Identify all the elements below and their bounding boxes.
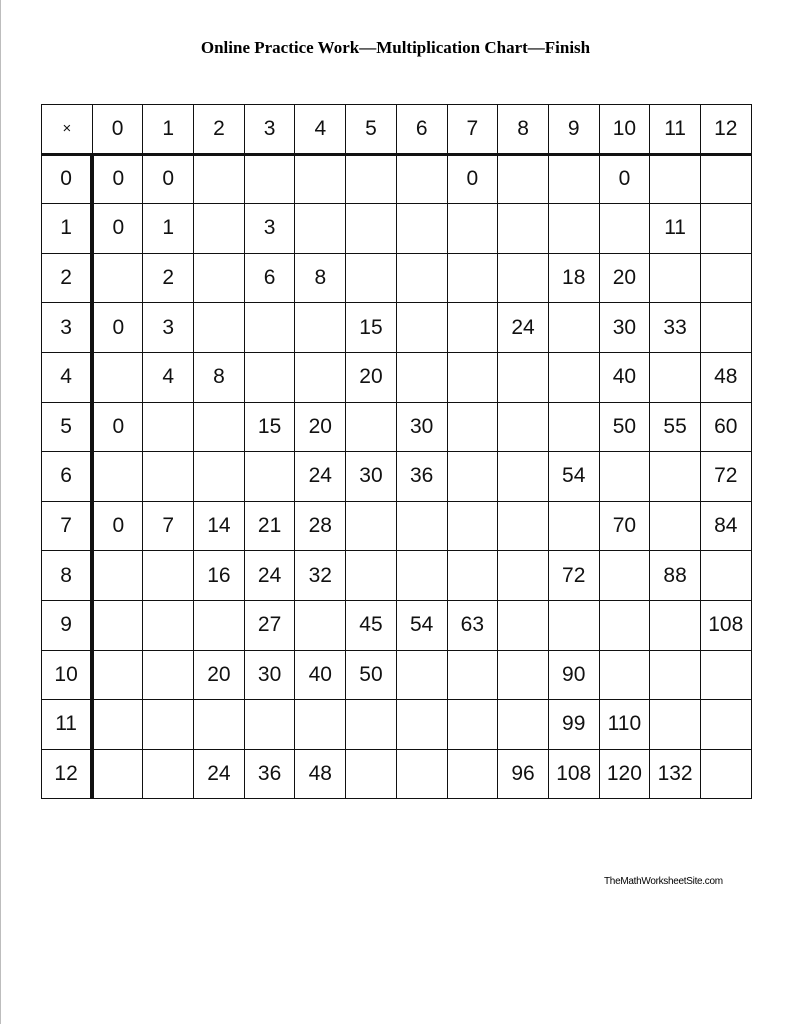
row-header-1: 1 bbox=[42, 204, 93, 254]
product-cell-4x6 bbox=[396, 352, 447, 402]
product-cell-5x8 bbox=[498, 402, 549, 452]
page-title: Online Practice Work—Multiplication Chart—Finish bbox=[200, 38, 591, 57]
product-cell-9x0 bbox=[92, 600, 143, 650]
product-cell-6x8 bbox=[498, 452, 549, 502]
header-row bbox=[42, 105, 752, 155]
product-cell-9x6: 54 bbox=[396, 600, 447, 650]
product-cell-12x12 bbox=[700, 749, 751, 799]
product-cell-11x3 bbox=[244, 700, 295, 750]
product-cell-6x5: 30 bbox=[346, 452, 397, 502]
product-cell-10x8 bbox=[498, 650, 549, 700]
row-header-10: 10 bbox=[42, 650, 93, 700]
site-credit: TheMathWorksheetSite.com bbox=[604, 876, 723, 887]
product-cell-6x11 bbox=[650, 452, 701, 502]
product-cell-1x10 bbox=[599, 204, 650, 254]
product-cell-5x3: 15 bbox=[244, 402, 295, 452]
product-cell-5x5 bbox=[346, 402, 397, 452]
product-cell-1x9 bbox=[548, 204, 599, 254]
column-header-2: 2 bbox=[194, 105, 245, 155]
product-cell-0x2 bbox=[194, 154, 245, 204]
product-cell-4x7 bbox=[447, 352, 498, 402]
product-cell-9x7: 63 bbox=[447, 600, 498, 650]
row-header-4: 4 bbox=[42, 352, 93, 402]
table-row bbox=[42, 700, 752, 750]
product-cell-0x10: 0 bbox=[599, 154, 650, 204]
product-cell-2x1: 2 bbox=[143, 253, 194, 303]
product-cell-12x5 bbox=[346, 749, 397, 799]
product-cell-4x1: 4 bbox=[143, 352, 194, 402]
product-cell-3x10: 30 bbox=[599, 303, 650, 353]
product-cell-4x2: 8 bbox=[194, 352, 245, 402]
product-cell-11x2 bbox=[194, 700, 245, 750]
product-cell-8x5 bbox=[346, 551, 397, 601]
product-cell-9x2 bbox=[194, 600, 245, 650]
product-cell-5x6: 30 bbox=[396, 402, 447, 452]
product-cell-3x5: 15 bbox=[346, 303, 397, 353]
product-cell-7x1: 7 bbox=[143, 501, 194, 551]
product-cell-5x2 bbox=[194, 402, 245, 452]
product-cell-8x7 bbox=[447, 551, 498, 601]
product-cell-0x1: 0 bbox=[143, 154, 194, 204]
product-cell-7x3: 21 bbox=[244, 501, 295, 551]
row-header-9: 9 bbox=[42, 600, 93, 650]
product-cell-3x11: 33 bbox=[650, 303, 701, 353]
product-cell-5x1 bbox=[143, 402, 194, 452]
product-cell-1x11: 11 bbox=[650, 204, 701, 254]
product-cell-8x1 bbox=[143, 551, 194, 601]
product-cell-10x0 bbox=[92, 650, 143, 700]
product-cell-8x8 bbox=[498, 551, 549, 601]
product-cell-3x8: 24 bbox=[498, 303, 549, 353]
product-cell-12x10: 120 bbox=[599, 749, 650, 799]
product-cell-12x6 bbox=[396, 749, 447, 799]
product-cell-6x2 bbox=[194, 452, 245, 502]
product-cell-3x6 bbox=[396, 303, 447, 353]
product-cell-11x6 bbox=[396, 700, 447, 750]
product-cell-10x4: 40 bbox=[295, 650, 346, 700]
product-cell-1x3: 3 bbox=[244, 204, 295, 254]
product-cell-1x7 bbox=[447, 204, 498, 254]
product-cell-12x0 bbox=[92, 749, 143, 799]
product-cell-10x7 bbox=[447, 650, 498, 700]
product-cell-8x4: 32 bbox=[295, 551, 346, 601]
product-cell-10x5: 50 bbox=[346, 650, 397, 700]
product-cell-3x3 bbox=[244, 303, 295, 353]
product-cell-3x0: 0 bbox=[92, 303, 143, 353]
product-cell-10x12 bbox=[700, 650, 751, 700]
product-cell-11x1 bbox=[143, 700, 194, 750]
product-cell-2x10: 20 bbox=[599, 253, 650, 303]
multiplication-chart bbox=[41, 104, 752, 799]
product-cell-9x10 bbox=[599, 600, 650, 650]
product-cell-5x12: 60 bbox=[700, 402, 751, 452]
column-header-4: 4 bbox=[295, 105, 346, 155]
product-cell-12x1 bbox=[143, 749, 194, 799]
product-cell-8x3: 24 bbox=[244, 551, 295, 601]
product-cell-4x9 bbox=[548, 352, 599, 402]
product-cell-7x11 bbox=[650, 501, 701, 551]
product-cell-10x3: 30 bbox=[244, 650, 295, 700]
product-cell-5x10: 50 bbox=[599, 402, 650, 452]
product-cell-0x3 bbox=[244, 154, 295, 204]
product-cell-10x11 bbox=[650, 650, 701, 700]
product-cell-8x0 bbox=[92, 551, 143, 601]
product-cell-3x1: 3 bbox=[143, 303, 194, 353]
product-cell-6x4: 24 bbox=[295, 452, 346, 502]
product-cell-11x5 bbox=[346, 700, 397, 750]
product-cell-8x10 bbox=[599, 551, 650, 601]
product-cell-7x6 bbox=[396, 501, 447, 551]
table-row bbox=[42, 352, 752, 402]
row-header-8: 8 bbox=[42, 551, 93, 601]
product-cell-7x0: 0 bbox=[92, 501, 143, 551]
product-cell-8x2: 16 bbox=[194, 551, 245, 601]
product-cell-6x10 bbox=[599, 452, 650, 502]
product-cell-1x1: 1 bbox=[143, 204, 194, 254]
product-cell-11x7 bbox=[447, 700, 498, 750]
table-row bbox=[42, 452, 752, 502]
product-cell-11x10: 110 bbox=[599, 700, 650, 750]
product-cell-12x3: 36 bbox=[244, 749, 295, 799]
product-cell-12x8: 96 bbox=[498, 749, 549, 799]
product-cell-6x7 bbox=[447, 452, 498, 502]
product-cell-8x9: 72 bbox=[548, 551, 599, 601]
table-row bbox=[42, 402, 752, 452]
product-cell-1x6 bbox=[396, 204, 447, 254]
product-cell-4x4 bbox=[295, 352, 346, 402]
product-cell-12x9: 108 bbox=[548, 749, 599, 799]
product-cell-12x11: 132 bbox=[650, 749, 701, 799]
row-header-0: 0 bbox=[42, 154, 93, 204]
column-header-10: 10 bbox=[599, 105, 650, 155]
product-cell-9x5: 45 bbox=[346, 600, 397, 650]
product-cell-1x5 bbox=[346, 204, 397, 254]
product-cell-3x9 bbox=[548, 303, 599, 353]
product-cell-0x4 bbox=[295, 154, 346, 204]
product-cell-7x5 bbox=[346, 501, 397, 551]
table-row bbox=[42, 501, 752, 551]
column-header-8: 8 bbox=[498, 105, 549, 155]
product-cell-4x0 bbox=[92, 352, 143, 402]
column-header-11: 11 bbox=[650, 105, 701, 155]
product-cell-5x9 bbox=[548, 402, 599, 452]
product-cell-0x12 bbox=[700, 154, 751, 204]
product-cell-9x11 bbox=[650, 600, 701, 650]
table-row bbox=[42, 551, 752, 601]
product-cell-1x12 bbox=[700, 204, 751, 254]
product-cell-4x3 bbox=[244, 352, 295, 402]
product-cell-2x9: 18 bbox=[548, 253, 599, 303]
product-cell-0x0: 0 bbox=[92, 154, 143, 204]
product-cell-6x9: 54 bbox=[548, 452, 599, 502]
product-cell-5x4: 20 bbox=[295, 402, 346, 452]
product-cell-2x6 bbox=[396, 253, 447, 303]
column-header-9: 9 bbox=[548, 105, 599, 155]
product-cell-2x12 bbox=[700, 253, 751, 303]
table-row bbox=[42, 749, 752, 799]
product-cell-9x1 bbox=[143, 600, 194, 650]
product-cell-2x0 bbox=[92, 253, 143, 303]
product-cell-11x11 bbox=[650, 700, 701, 750]
column-header-0: 0 bbox=[92, 105, 143, 155]
table-row bbox=[42, 154, 752, 204]
product-cell-12x2: 24 bbox=[194, 749, 245, 799]
product-cell-2x8 bbox=[498, 253, 549, 303]
product-cell-2x4: 8 bbox=[295, 253, 346, 303]
column-header-3: 3 bbox=[244, 105, 295, 155]
product-cell-0x8 bbox=[498, 154, 549, 204]
product-cell-7x7 bbox=[447, 501, 498, 551]
product-cell-7x4: 28 bbox=[295, 501, 346, 551]
product-cell-1x4 bbox=[295, 204, 346, 254]
table-row bbox=[42, 600, 752, 650]
product-cell-8x12 bbox=[700, 551, 751, 601]
product-cell-4x5: 20 bbox=[346, 352, 397, 402]
corner-times-symbol: × bbox=[42, 105, 93, 155]
row-header-12: 12 bbox=[42, 749, 93, 799]
product-cell-4x8 bbox=[498, 352, 549, 402]
product-cell-12x7 bbox=[447, 749, 498, 799]
product-cell-10x6 bbox=[396, 650, 447, 700]
product-cell-0x5 bbox=[346, 154, 397, 204]
product-cell-6x6: 36 bbox=[396, 452, 447, 502]
product-cell-7x9 bbox=[548, 501, 599, 551]
product-cell-1x8 bbox=[498, 204, 549, 254]
column-header-7: 7 bbox=[447, 105, 498, 155]
product-cell-7x12: 84 bbox=[700, 501, 751, 551]
product-cell-4x12: 48 bbox=[700, 352, 751, 402]
product-cell-9x3: 27 bbox=[244, 600, 295, 650]
product-cell-10x2: 20 bbox=[194, 650, 245, 700]
column-header-5: 5 bbox=[346, 105, 397, 155]
product-cell-8x6 bbox=[396, 551, 447, 601]
product-cell-5x11: 55 bbox=[650, 402, 701, 452]
product-cell-8x11: 88 bbox=[650, 551, 701, 601]
product-cell-9x8 bbox=[498, 600, 549, 650]
product-cell-11x0 bbox=[92, 700, 143, 750]
product-cell-6x3 bbox=[244, 452, 295, 502]
product-cell-3x4 bbox=[295, 303, 346, 353]
product-cell-6x12: 72 bbox=[700, 452, 751, 502]
row-header-2: 2 bbox=[42, 253, 93, 303]
product-cell-3x7 bbox=[447, 303, 498, 353]
product-cell-2x11 bbox=[650, 253, 701, 303]
product-cell-11x4 bbox=[295, 700, 346, 750]
product-cell-10x10 bbox=[599, 650, 650, 700]
product-cell-4x10: 40 bbox=[599, 352, 650, 402]
product-cell-2x5 bbox=[346, 253, 397, 303]
column-header-1: 1 bbox=[143, 105, 194, 155]
row-header-6: 6 bbox=[42, 452, 93, 502]
table-row bbox=[42, 253, 752, 303]
product-cell-4x11 bbox=[650, 352, 701, 402]
product-cell-2x3: 6 bbox=[244, 253, 295, 303]
product-cell-10x1 bbox=[143, 650, 194, 700]
product-cell-1x2 bbox=[194, 204, 245, 254]
product-cell-7x8 bbox=[498, 501, 549, 551]
product-cell-11x12 bbox=[700, 700, 751, 750]
product-cell-0x6 bbox=[396, 154, 447, 204]
product-cell-2x7 bbox=[447, 253, 498, 303]
product-cell-9x12: 108 bbox=[700, 600, 751, 650]
table-row bbox=[42, 303, 752, 353]
product-cell-3x2 bbox=[194, 303, 245, 353]
row-header-11: 11 bbox=[42, 700, 93, 750]
product-cell-11x8 bbox=[498, 700, 549, 750]
product-cell-9x4 bbox=[295, 600, 346, 650]
product-cell-0x7: 0 bbox=[447, 154, 498, 204]
product-cell-1x0: 0 bbox=[92, 204, 143, 254]
product-cell-0x11 bbox=[650, 154, 701, 204]
product-cell-10x9: 90 bbox=[548, 650, 599, 700]
column-header-6: 6 bbox=[396, 105, 447, 155]
table-row bbox=[42, 650, 752, 700]
row-header-5: 5 bbox=[42, 402, 93, 452]
product-cell-7x10: 70 bbox=[599, 501, 650, 551]
row-header-7: 7 bbox=[42, 501, 93, 551]
product-cell-2x2 bbox=[194, 253, 245, 303]
product-cell-9x9 bbox=[548, 600, 599, 650]
product-cell-0x9 bbox=[548, 154, 599, 204]
product-cell-12x4: 48 bbox=[295, 749, 346, 799]
product-cell-6x0 bbox=[92, 452, 143, 502]
product-cell-3x12 bbox=[700, 303, 751, 353]
product-cell-7x2: 14 bbox=[194, 501, 245, 551]
product-cell-6x1 bbox=[143, 452, 194, 502]
product-cell-11x9: 99 bbox=[548, 700, 599, 750]
table-row bbox=[42, 204, 752, 254]
product-cell-5x7 bbox=[447, 402, 498, 452]
product-cell-5x0: 0 bbox=[92, 402, 143, 452]
row-header-3: 3 bbox=[42, 303, 93, 353]
chart-body bbox=[42, 105, 752, 799]
column-header-12: 12 bbox=[700, 105, 751, 155]
